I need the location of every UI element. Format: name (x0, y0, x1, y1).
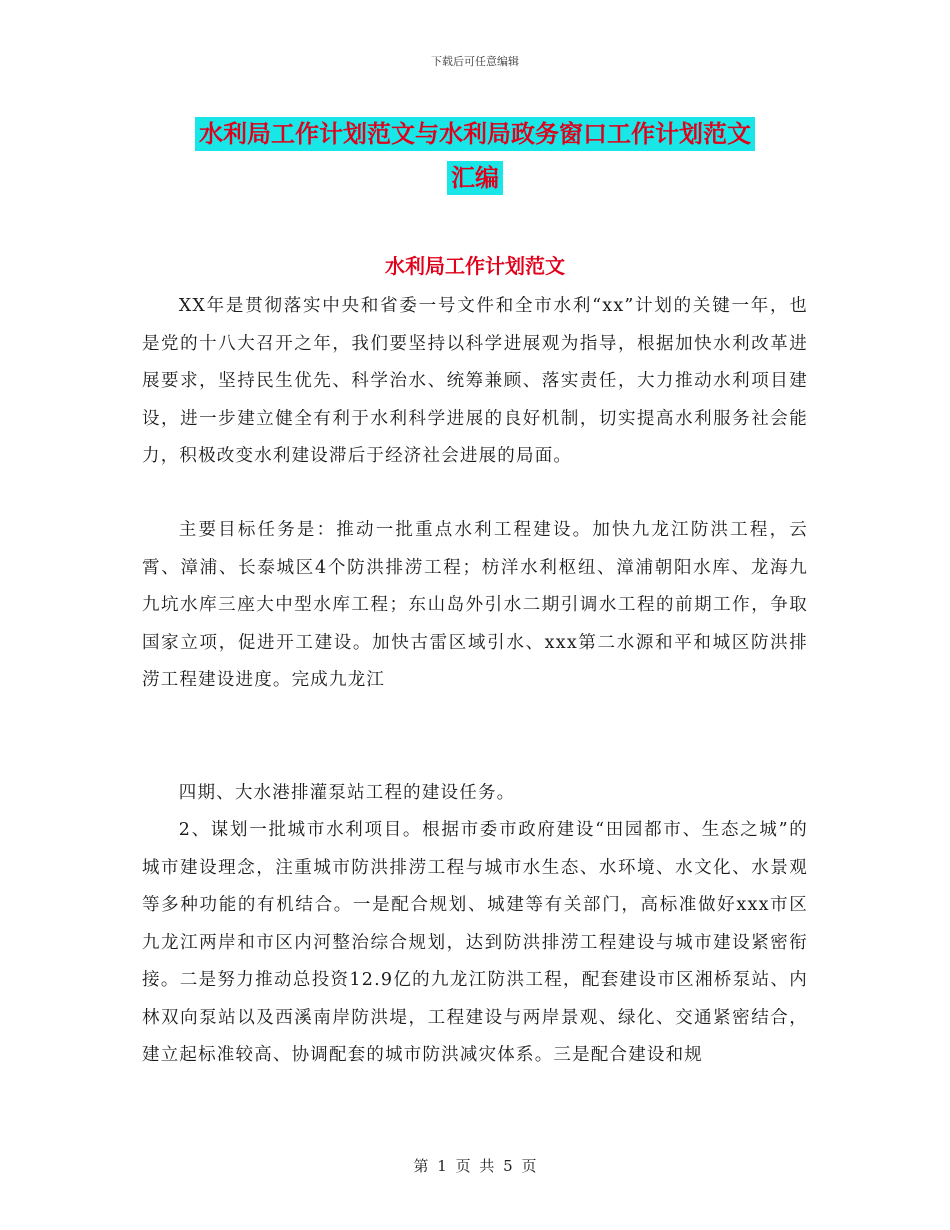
page-footer: 第 1 页 共 5 页 (413, 1157, 537, 1175)
page-header-note: 下载后可任意编辑 (431, 55, 519, 68)
body-paragraph: 2、谋划一批城市水利项目。根据市委市政府建设“田园都市、生态之城”的城市建设理念，注重城市防洪排涝工程与城市水生态、水环境、水文化、水景观等多种功能的有机结合。一是配合规划、城建等有关部门，高标准做好xxx市区九龙江两岸和市区内河整治综合规划，达到防洪排涝工程建设与城市建设紧密衔接。二是努力推动总投资12.9亿的九龙江防洪工程，配套建设市区湘桥泵站、内林双向泵站以及西溪南岸防洪堤，工程建设与两岸景观、绿化、交通紧密结合，建立起标准较高、协调配套的城市防洪减灾体系。三是配合建设和规 (142, 820, 808, 1065)
document-title-line-2: 汇编 (447, 161, 503, 195)
body-paragraph: 主要目标任务是：推动一批重点水利工程建设。加快九龙江防洪工程，云霄、漳浦、长泰城区4个防洪排涝工程；枋洋水利枢纽、漳浦朝阳水库、龙海九九坑水库三座大中型水库工程；东山岛外引水二期引调水工程的前期工作，争取国家立项，促进开工建设。加快古雷区域引水、xxx第二水源和平和城区防洪排涝工程建设进度。完成九龙江 (142, 520, 808, 690)
document-title (150, 112, 800, 200)
document-title-line-1: 水利局工作计划范文与水利局政务窗口工作计划范文 (195, 117, 755, 151)
body-paragraph: 四期、大水港排灌泵站工程的建设任务。 (178, 783, 516, 803)
section-title: 水利局工作计划范文 (385, 254, 565, 278)
body-paragraph: XX年是贯彻落实中央和省委一号文件和全市水利“xx”计划的关键一年，也是党的十八大召开之年，我们要坚持以科学进展观为指导，根据加快水利改革进展要求，坚持民生优先、科学治水、统筹兼顾、落实责任，大力推动水利项目建设，进一步建立健全有利于水利科学进展的良好机制，切实提高水利服务社会能力，积极改变水利建设滞后于经济社会进展的局面。 (142, 296, 808, 466)
